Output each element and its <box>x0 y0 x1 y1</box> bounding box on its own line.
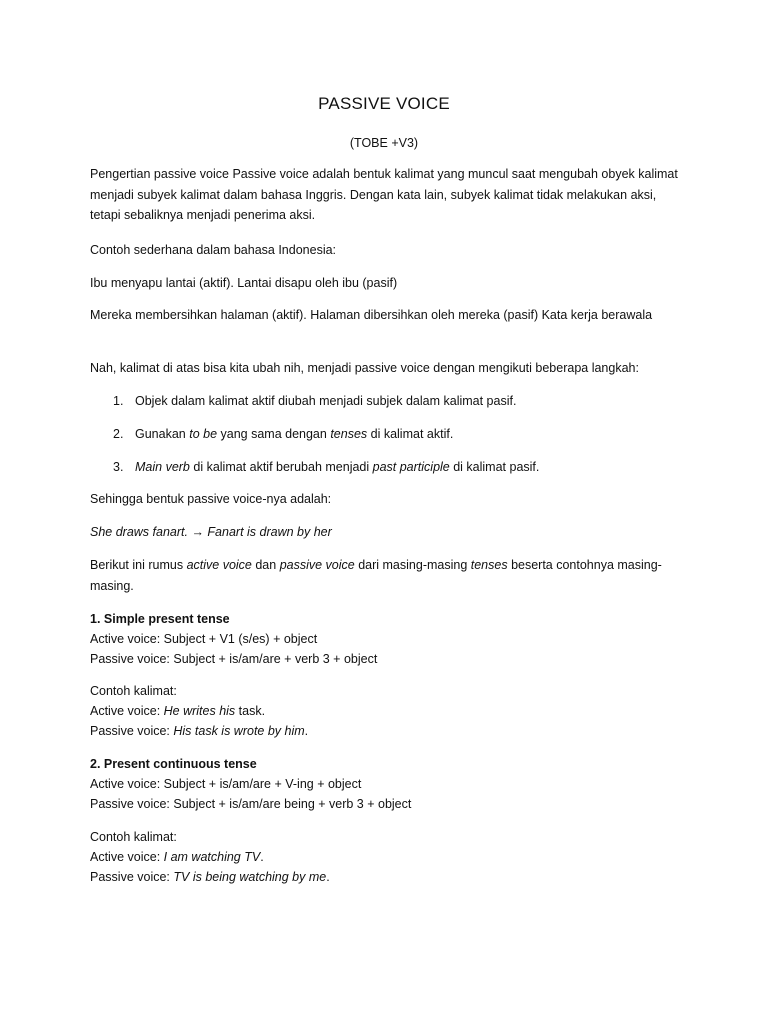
list-text: di kalimat aktif berubah menjadi <box>189 460 373 474</box>
active-formula: Active voice: Subject + is/am/are + V-ing + object <box>90 777 362 791</box>
section-simple-present <box>90 609 680 669</box>
passive-example <box>90 721 680 741</box>
passive-example <box>90 867 680 887</box>
emphasis-text: past participle <box>372 460 450 474</box>
formulas-intro-text: dan <box>251 558 280 572</box>
emphasis-text: active voice <box>186 558 252 572</box>
section-heading: 2. Present continuous tense <box>90 757 257 771</box>
formulas-intro-text: beserta contohnya masing-masing. <box>90 558 662 593</box>
passive-example-sentence: His task is wrote by him <box>173 724 305 738</box>
section-heading: 1. Simple present tense <box>90 612 230 626</box>
form-example <box>90 522 680 543</box>
list-text: yang sama dengan <box>217 427 331 441</box>
passive-example-label: Passive voice: <box>90 724 174 738</box>
active-example <box>90 847 680 867</box>
formulas-intro <box>90 555 675 596</box>
passive-example-label: Passive voice: <box>90 870 174 884</box>
form-example-passive: Fanart is drawn by her <box>203 525 332 539</box>
passive-example-tail: . <box>304 724 309 738</box>
active-example-sentence: He writes his <box>163 704 236 718</box>
list-text: di kalimat aktif. <box>367 427 454 441</box>
emphasis-text: tenses <box>330 427 368 441</box>
steps-intro: Nah, kalimat di atas bisa kita ubah nih, menjadi passive voice dengan mengikuti beberapa langkah: <box>90 361 639 375</box>
list-number: 1. <box>113 394 124 408</box>
list-text: di kalimat pasif. <box>449 460 540 474</box>
list-item <box>113 457 673 477</box>
active-example-label: Active voice: <box>90 850 164 864</box>
formulas-intro-text: Berikut ini rumus <box>90 558 187 572</box>
active-example-sentence: I am watching TV <box>163 850 261 864</box>
example-line-2: Mereka membersihkan halaman (aktif). Halaman dibersihkan oleh mereka (pasif) Kata kerja berawala <box>90 308 653 322</box>
list-number: 2. <box>113 427 124 441</box>
page-title: PASSIVE VOICE <box>318 94 450 113</box>
page-subtitle: (TOBE +V3) <box>349 136 419 150</box>
section-simple-present-examples <box>90 681 680 741</box>
passive-formula: Passive voice: Subject + is/am/are being + verb 3 + object <box>90 797 412 811</box>
emphasis-text: passive voice <box>279 558 355 572</box>
emphasis-text: to be <box>189 427 218 441</box>
form-example-active: She draws fanart. <box>90 525 192 539</box>
active-example <box>90 701 680 721</box>
list-item <box>113 424 673 444</box>
list-item <box>113 391 673 411</box>
example-label: Contoh kalimat: <box>90 684 177 698</box>
example-line-1: Ibu menyapu lantai (aktif). Lantai disapu oleh ibu (pasif) <box>90 276 398 290</box>
passive-formula: Passive voice: Subject + is/am/are + verb 3 + object <box>90 652 378 666</box>
simple-example-heading: Contoh sederhana dalam bahasa Indonesia: <box>90 243 337 257</box>
active-example-tail: task. <box>235 704 266 718</box>
list-text: Objek dalam kalimat aktif diubah menjadi subjek dalam kalimat pasif. <box>135 394 517 408</box>
section-present-continuous-examples <box>90 827 680 887</box>
list-number: 3. <box>113 460 124 474</box>
passive-example-sentence: TV is being watching by me <box>173 870 327 884</box>
active-example-label: Active voice: <box>90 704 164 718</box>
section-present-continuous <box>90 754 680 814</box>
form-heading: Sehingga bentuk passive voice-nya adalah: <box>90 492 332 506</box>
list-text: Gunakan <box>135 427 190 441</box>
emphasis-text: Main verb <box>135 460 190 474</box>
emphasis-text: tenses <box>470 558 508 572</box>
formulas-intro-text: dari masing-masing <box>354 558 471 572</box>
arrow-right-icon: → <box>191 525 204 539</box>
passive-example-tail: . <box>326 870 330 884</box>
active-example-tail: . <box>260 850 264 864</box>
example-label: Contoh kalimat: <box>90 830 177 844</box>
active-formula: Active voice: Subject + V1 (s/es) + object <box>90 632 318 646</box>
intro-paragraph: Pengertian passive voice Passive voice adalah bentuk kalimat yang muncul saat mengubah obyek kalimat menjadi subyek kalimat dalam bahasa Inggris. Dengan kata lain, subyek kalimat tidak melakukan aksi, tetapi sebaliknya menjadi penerima aksi. <box>90 167 678 222</box>
